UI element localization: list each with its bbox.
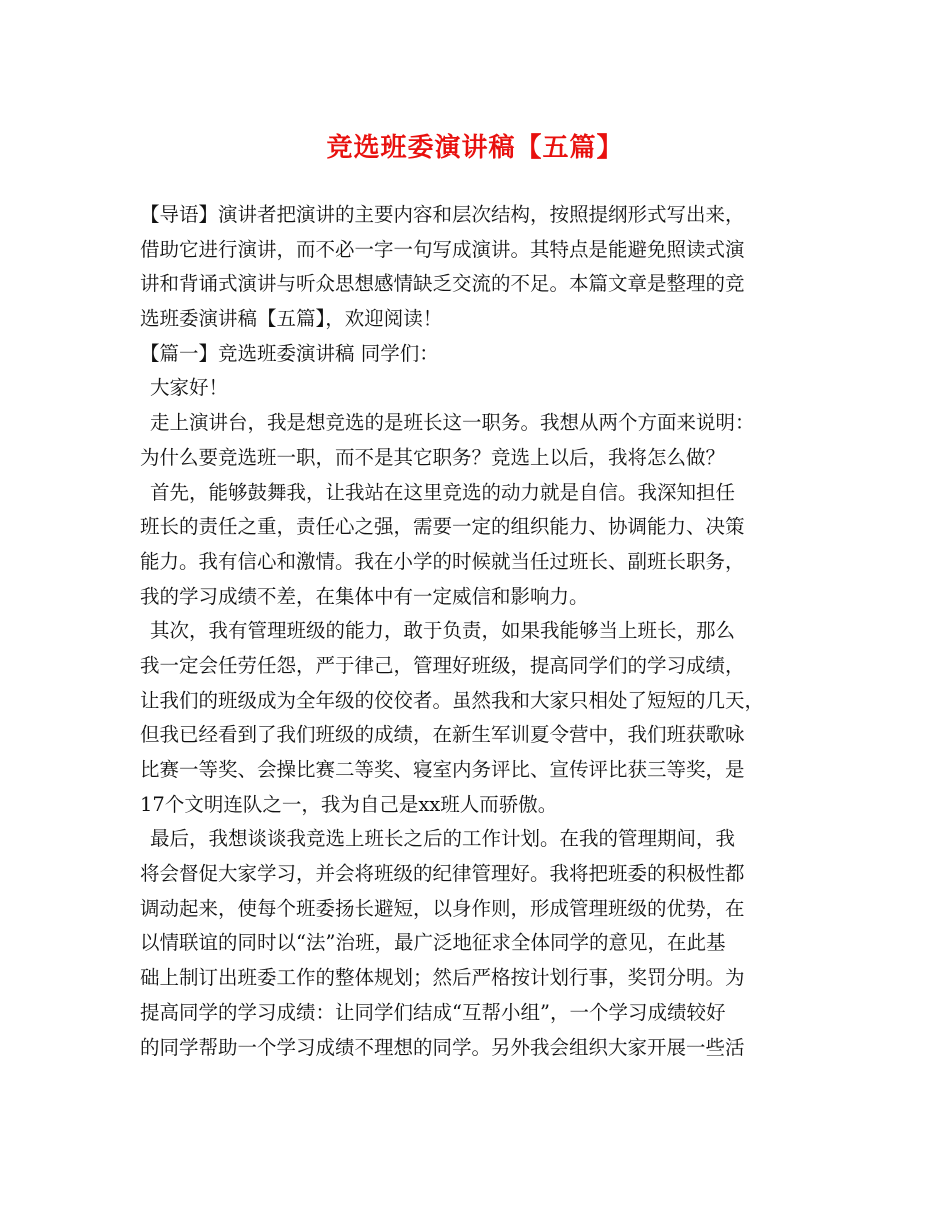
text-line: 【篇一】竞选班委演讲稿 同学们： <box>140 341 439 365</box>
document-title: 竞选班委演讲稿【五篇】 <box>326 133 624 163</box>
text-line: 借助它进行演讲，而不必一字一句写成演讲。其特点是能避免照读式演 <box>140 237 745 261</box>
text-line: 提高同学的学习成绩：让同学们结成“互帮小组”，一个学习成绩较好 <box>140 1000 726 1024</box>
document-body <box>140 198 816 1065</box>
text-line: 但我已经看到了我们班级的成绩，在新生军训夏令营中，我们班获歌咏 <box>140 723 745 747</box>
text-line: 选班委演讲稿【五篇】，欢迎阅读！ <box>140 307 443 331</box>
text-line: 比赛一等奖、会操比赛二等奖、寝室内务评比、宣传评比获三等奖，是 <box>140 758 745 781</box>
text-line: 础上制订出班委工作的整体规划；然后严格按计划行事，奖罚分明。为 <box>140 966 745 990</box>
text-line: 以情联谊的同时以“法”治班，最广泛地征求全体同学的意见，在此基 <box>140 931 726 955</box>
text-line: 我一定会任劳任怨，严于律己，管理好班级，提高同学们的学习成绩， <box>140 653 745 677</box>
text-line: 大家好！ <box>150 376 229 400</box>
text-line: 其次，我有管理班级的能力，敢于负责，如果我能够当上班长，那么 <box>150 619 736 643</box>
text-line: 班长的责任之重，责任心之强，需要一定的组织能力、协调能力、决策 <box>140 515 745 539</box>
text-line: 首先，能够鼓舞我，让我站在这里竞选的动力就是自信。我深知担任 <box>150 480 736 504</box>
text-line: 的同学帮助一个学习成绩不理想的同学。另外我会组织大家开展一些活 <box>140 1035 745 1059</box>
text-line: 调动起来，使每个班委扬长避短，以身作则，形成管理班级的优势，在 <box>140 896 745 920</box>
text-line: 我的学习成绩不差，在集体中有一定威信和影响力。 <box>140 584 589 608</box>
text-line: 讲和背诵式演讲与听众思想感情缺乏交流的不足。本篇文章是整理的竞 <box>140 272 745 296</box>
text-line: 让我们的班级成为全年级的佼佼者。虽然我和大家只相处了短短的几天， <box>140 688 765 712</box>
text-line: 17个文明连队之一，我为自己是xx班人而骄傲。 <box>140 792 558 816</box>
text-line: 能力。我有信心和激情。我在小学的时候就当任过班长、副班长职务， <box>140 549 745 573</box>
text-line: 走上演讲台，我是想竞选的是班长这一职务。我想从两个方面来说明： <box>150 411 755 435</box>
text-line: 将会督促大家学习，并会将班级的纪律管理好。我将把班委的积极性都 <box>140 862 745 886</box>
text-line: 【导语】演讲者把演讲的主要内容和层次结构，按照提纲形式写出来， <box>140 203 745 226</box>
text-line: 最后，我想谈谈我竞选上班长之后的工作计划。在我的管理期间，我 <box>150 827 736 851</box>
text-line: 为什么要竞选班一职，而不是其它职务？竞选上以后，我将怎么做？ <box>140 445 726 469</box>
